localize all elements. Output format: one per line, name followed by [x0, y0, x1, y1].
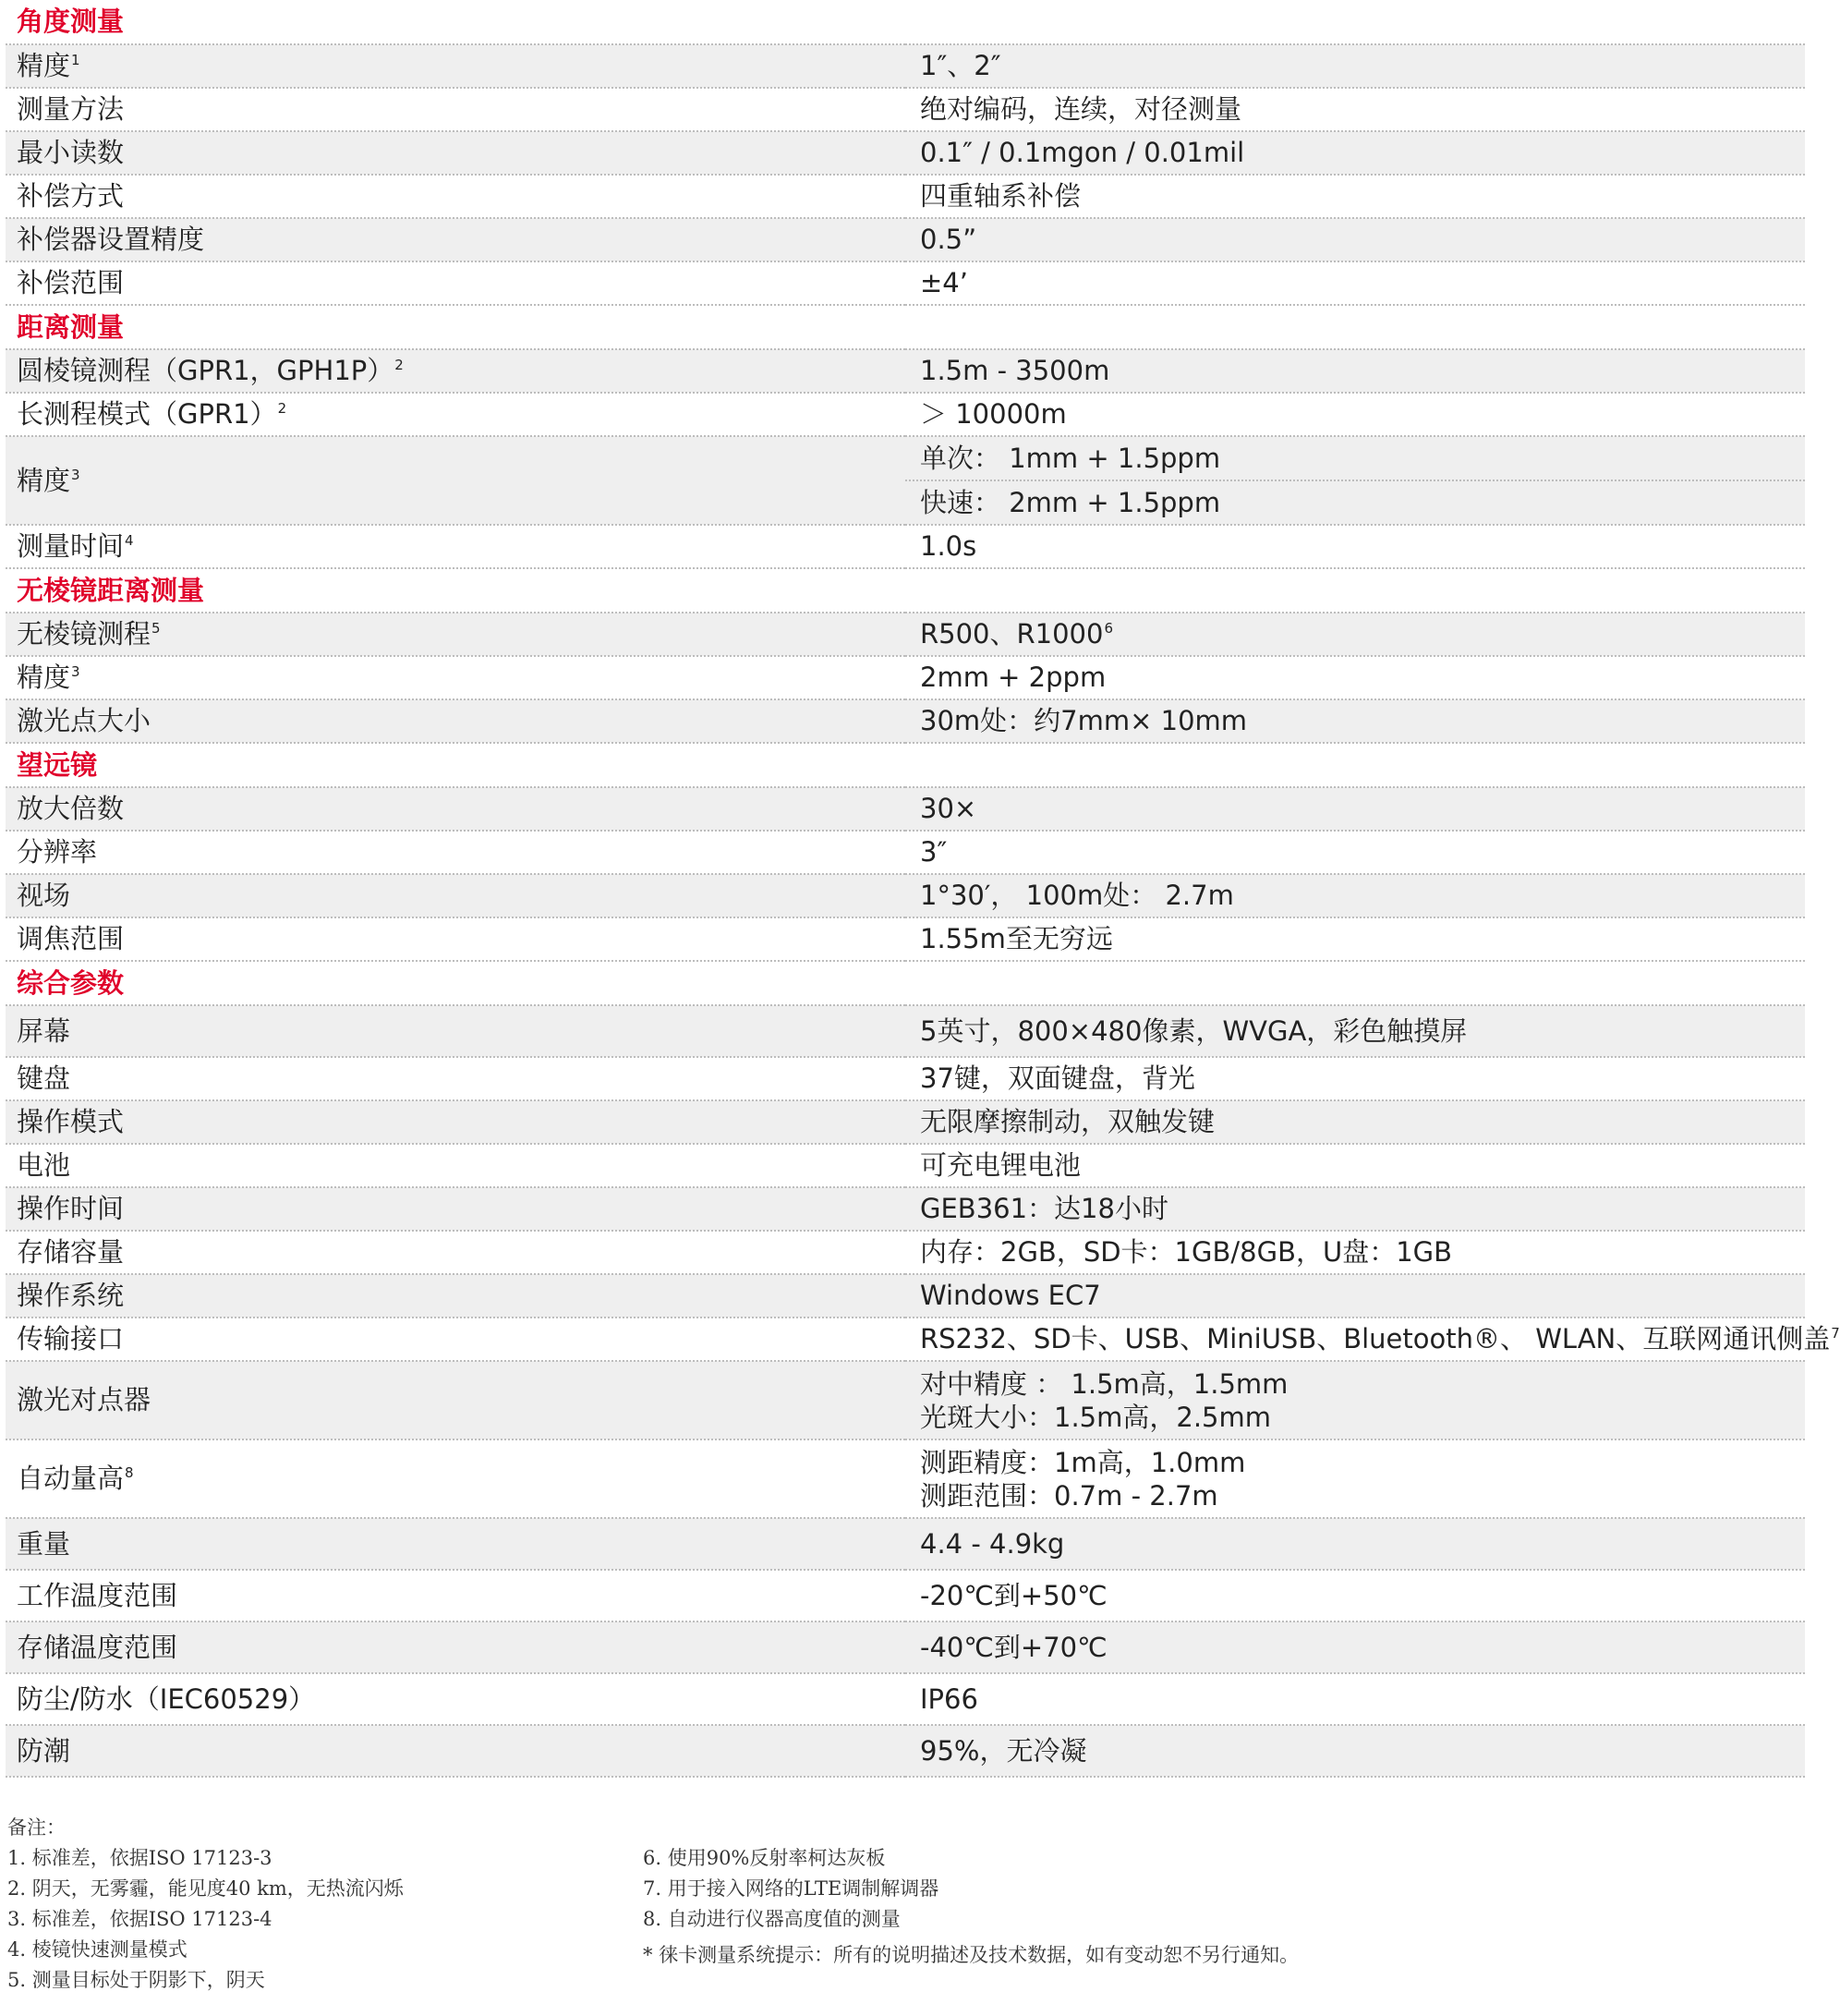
footnote-4: 4. 棱镜快速测量模式 — [7, 1938, 188, 1961]
spec-value-line: 光斑大小：1.5m高，2.5mm — [920, 1401, 1271, 1433]
spec-row — [6, 787, 1805, 831]
footnote-ref: 1 — [71, 52, 80, 68]
spec-value-text: 绝对编码，连续，对径测量 — [920, 93, 1242, 125]
section-header-row — [6, 743, 1805, 787]
spec-label — [6, 917, 905, 961]
spec-row — [6, 1621, 1805, 1673]
spec-label-text: 自动量高 — [17, 1463, 125, 1494]
spec-label — [6, 1187, 905, 1231]
spec-label — [6, 525, 905, 568]
spec-label-text: 测量时间 — [17, 530, 125, 562]
footnote-ref: 3 — [71, 663, 80, 680]
section-title: 望远镜 — [6, 743, 1805, 787]
spec-value — [905, 1318, 1840, 1361]
spec-row — [6, 349, 1805, 393]
spec-row — [6, 1725, 1805, 1777]
spec-label-text: 精度 — [17, 50, 71, 81]
spec-value-text: 内存：2GB，SD卡：1GB/8GB，U盘：1GB — [920, 1236, 1453, 1268]
spec-label — [6, 131, 905, 175]
footnote-7: 7. 用于接入网络的LTE调制解调器 — [643, 1877, 939, 1900]
spec-value-text: 1″、2″ — [920, 50, 1001, 81]
spec-label — [6, 175, 905, 218]
spec-value — [905, 787, 1805, 831]
spec-label-text: 补偿器设置精度 — [17, 224, 205, 255]
footnotes-left-column — [7, 1813, 404, 1996]
spec-label-text: 视场 — [17, 880, 71, 911]
spec-row — [6, 1673, 1805, 1725]
spec-label-text: 放大倍数 — [17, 793, 125, 824]
spec-row — [6, 218, 1805, 261]
spec-label — [6, 874, 905, 917]
footnote-ref: 3 — [71, 466, 80, 483]
spec-label-text: 无棱镜测程 — [17, 618, 151, 650]
spec-label — [6, 44, 905, 88]
spec-label — [6, 699, 905, 743]
spec-value — [905, 1361, 1805, 1439]
spec-row — [6, 131, 1805, 175]
spec-value-line: 对中精度 ： 1.5m高，1.5mm — [920, 1367, 1289, 1400]
spec-label-text: 操作模式 — [17, 1106, 125, 1137]
spec-value — [905, 917, 1805, 961]
spec-label-text: 最小读数 — [17, 137, 125, 168]
footnotes-right-column — [643, 1843, 1299, 1971]
spec-value — [905, 131, 1805, 175]
spec-label-text: 测量方法 — [17, 93, 125, 125]
spec-value-text: 0.1″ / 0.1mgon / 0.01mil — [920, 137, 1245, 168]
spec-value — [905, 1673, 1805, 1725]
spec-label — [6, 1100, 905, 1144]
spec-label — [6, 261, 905, 305]
section-header-row — [6, 568, 1805, 613]
spec-value — [905, 1439, 1805, 1518]
spec-value — [905, 1570, 1805, 1621]
spec-row — [6, 656, 1805, 699]
spec-label-text: 防潮 — [17, 1734, 71, 1767]
spec-label-text: 重量 — [17, 1527, 71, 1560]
spec-label — [6, 1725, 905, 1777]
spec-value — [905, 1274, 1805, 1318]
spec-row — [6, 1318, 1805, 1361]
footnote-2: 2. 阴天，无雾霾，能见度40 km，无热流闪烁 — [7, 1877, 404, 1900]
spec-value — [905, 1100, 1805, 1144]
spec-value-text: -20℃到+50℃ — [920, 1579, 1108, 1611]
spec-label-text: 屏幕 — [17, 1014, 71, 1047]
spec-label-text: 键盘 — [17, 1063, 71, 1094]
spec-value — [905, 1725, 1805, 1777]
spec-value — [905, 699, 1805, 743]
spec-label-text: 操作系统 — [17, 1280, 125, 1311]
spec-label — [6, 436, 905, 525]
spec-value-line: 测距精度：1m高，1.0mm — [920, 1446, 1246, 1478]
spec-row — [6, 1361, 1805, 1439]
spec-value-text: 37键，双面键盘，背光 — [920, 1063, 1195, 1094]
spec-value-text: 30× — [920, 793, 977, 824]
spec-label — [6, 1231, 905, 1274]
spec-value-text: 2mm + 2ppm — [920, 662, 1107, 693]
spec-value-text: 95%，无冷凝 — [920, 1734, 1087, 1767]
spec-value-text: 3″ — [920, 836, 948, 868]
spec-value — [905, 613, 1805, 656]
spec-row — [6, 1144, 1805, 1187]
spec-row — [6, 874, 1805, 917]
spec-row — [6, 525, 1805, 568]
footnote-8: 8. 自动进行仪器高度值的测量 — [643, 1908, 901, 1930]
spec-label-text: 补偿范围 — [17, 267, 125, 298]
spec-value-text: -40℃到+70℃ — [920, 1631, 1108, 1663]
section-header-row — [6, 305, 1805, 349]
spec-label — [6, 88, 905, 131]
spec-row — [6, 613, 1805, 656]
footnote-ref: 7 — [1831, 1325, 1840, 1342]
spec-value — [905, 1187, 1805, 1231]
spec-label-text: 调焦范围 — [17, 923, 125, 954]
spec-value: 单次： 1mm + 1.5ppm — [905, 436, 1805, 480]
spec-value — [905, 1621, 1805, 1673]
spec-label-text: 精度 — [17, 464, 71, 496]
footnote-ref: 5 — [151, 620, 161, 637]
spec-row — [6, 1100, 1805, 1144]
spec-label — [6, 1621, 905, 1673]
spec-value — [905, 1231, 1805, 1274]
spec-value-text: ＞ 10000m — [920, 398, 1067, 430]
section-title: 综合参数 — [6, 961, 1805, 1005]
spec-label-text: 圆棱镜测程（GPR1，GPH1P） — [17, 355, 394, 386]
section-header-row — [6, 0, 1805, 44]
spec-value — [905, 1005, 1805, 1057]
spec-value — [905, 175, 1805, 218]
footnote-1: 1. 标准差，依据ISO 17123-3 — [7, 1847, 272, 1869]
spec-row — [6, 1231, 1805, 1274]
footnote-ref: 6 — [1104, 620, 1114, 637]
spec-label-text: 长测程模式（GPR1） — [17, 398, 277, 430]
spec-value-text: 1°30′， 100m处： 2.7m — [920, 880, 1234, 911]
spec-value-text: R500、R1000 — [920, 618, 1104, 650]
spec-label — [6, 787, 905, 831]
spec-value: 快速： 2mm + 1.5ppm — [905, 480, 1805, 525]
spec-value — [905, 44, 1805, 88]
spec-label — [6, 393, 905, 436]
spec-row — [6, 917, 1805, 961]
spec-label — [6, 1518, 905, 1570]
spec-value — [905, 218, 1805, 261]
spec-row — [6, 1439, 1805, 1518]
footnote-ref: 2 — [394, 357, 404, 373]
spec-label-text: 激光对点器 — [17, 1384, 151, 1415]
spec-value — [905, 1144, 1805, 1187]
spec-value-text: 1.0s — [920, 530, 977, 562]
spec-value-text: 5英寸，800×480像素，WVGA，彩色触摸屏 — [920, 1014, 1468, 1047]
spec-value — [905, 831, 1805, 874]
spec-row — [6, 393, 1805, 436]
spec-label-text: 补偿方式 — [17, 180, 125, 212]
spec-label — [6, 1318, 905, 1361]
spec-label — [6, 1570, 905, 1621]
spec-value — [905, 88, 1805, 131]
spec-row — [6, 44, 1805, 88]
spec-label — [6, 1005, 905, 1057]
footnotes-heading: 备注： — [7, 1816, 66, 1839]
disclaimer: * 徕卡测量系统提示：所有的说明描述及技术数据，如有变动恕不另行通知。 — [643, 1944, 1300, 1966]
section-header-row — [6, 961, 1805, 1005]
spec-value-text: IP66 — [920, 1682, 978, 1715]
spec-value-text: 0.5” — [920, 224, 977, 255]
spec-row — [6, 1057, 1805, 1100]
spec-value-text: 可充电锂电池 — [920, 1149, 1082, 1181]
spec-value — [905, 261, 1805, 305]
spec-row — [6, 699, 1805, 743]
spec-value-text: 1.5m - 3500m — [920, 355, 1110, 386]
spec-value — [905, 525, 1805, 568]
spec-row — [6, 436, 1805, 480]
spec-value-text: 4.4 - 4.9kg — [920, 1527, 1065, 1560]
spec-value — [905, 1057, 1805, 1100]
spec-value-text: 四重轴系补偿 — [920, 180, 1082, 212]
spec-row — [6, 175, 1805, 218]
footnote-5: 5. 测量目标处于阴影下，阴天 — [7, 1969, 265, 1991]
spec-label-text: 操作时间 — [17, 1193, 125, 1224]
spec-value — [905, 1518, 1805, 1570]
spec-value-text: GEB361：达18小时 — [920, 1193, 1168, 1224]
spec-value-text: Windows EC7 — [920, 1280, 1101, 1311]
footnote-3: 3. 标准差，依据ISO 17123-4 — [7, 1908, 272, 1930]
spec-value-text: ±4’ — [920, 267, 968, 298]
spec-value — [905, 874, 1805, 917]
spec-row — [6, 831, 1805, 874]
spec-value-line: 测距范围：0.7m - 2.7m — [920, 1479, 1218, 1512]
spec-label-text: 存储容量 — [17, 1236, 125, 1268]
spec-row — [6, 261, 1805, 305]
spec-label-text: 精度 — [17, 662, 71, 693]
spec-value-text: 30m处：约7mm× 10mm — [920, 705, 1248, 736]
footnote-ref: 2 — [277, 400, 287, 417]
spec-label — [6, 613, 905, 656]
spec-value — [905, 393, 1805, 436]
section-title: 角度测量 — [6, 0, 1805, 44]
spec-label — [6, 218, 905, 261]
spec-label-text: 分辨率 — [17, 836, 98, 868]
spec-label — [6, 1144, 905, 1187]
spec-label — [6, 1439, 905, 1518]
spec-value — [905, 656, 1805, 699]
footnote-6: 6. 使用90%反射率柯达灰板 — [643, 1847, 886, 1869]
spec-label-text: 传输接口 — [17, 1323, 125, 1354]
spec-label — [6, 831, 905, 874]
section-title: 距离测量 — [6, 305, 1805, 349]
spec-row — [6, 1274, 1805, 1318]
spec-table — [6, 0, 1840, 1778]
spec-label-text: 存储温度范围 — [17, 1631, 178, 1663]
spec-row — [6, 1187, 1805, 1231]
section-title: 无棱镜距离测量 — [6, 568, 1805, 613]
spec-row — [6, 1005, 1805, 1057]
spec-label-text: 防尘/防水（IEC60529） — [17, 1682, 316, 1715]
spec-row — [6, 88, 1805, 131]
spec-row — [6, 1518, 1805, 1570]
spec-value-text: 无限摩擦制动，双触发键 — [920, 1106, 1216, 1137]
spec-value-text: RS232、SD卡、USB、MiniUSB、Bluetooth®、 WLAN、互联网通讯侧盖 — [920, 1323, 1831, 1354]
spec-label — [6, 1673, 905, 1725]
footnote-ref: 4 — [125, 532, 134, 549]
spec-label-text: 电池 — [17, 1149, 71, 1181]
spec-label — [6, 1057, 905, 1100]
spec-label — [6, 1361, 905, 1439]
spec-label-text: 工作温度范围 — [17, 1579, 178, 1611]
spec-label — [6, 349, 905, 393]
spec-label — [6, 656, 905, 699]
spec-label — [6, 1274, 905, 1318]
footnote-ref: 8 — [125, 1464, 134, 1481]
spec-row — [6, 1570, 1805, 1621]
spec-value — [905, 349, 1805, 393]
spec-value-text: 1.55m至无穷远 — [920, 923, 1113, 954]
spec-label-text: 激光点大小 — [17, 705, 151, 736]
